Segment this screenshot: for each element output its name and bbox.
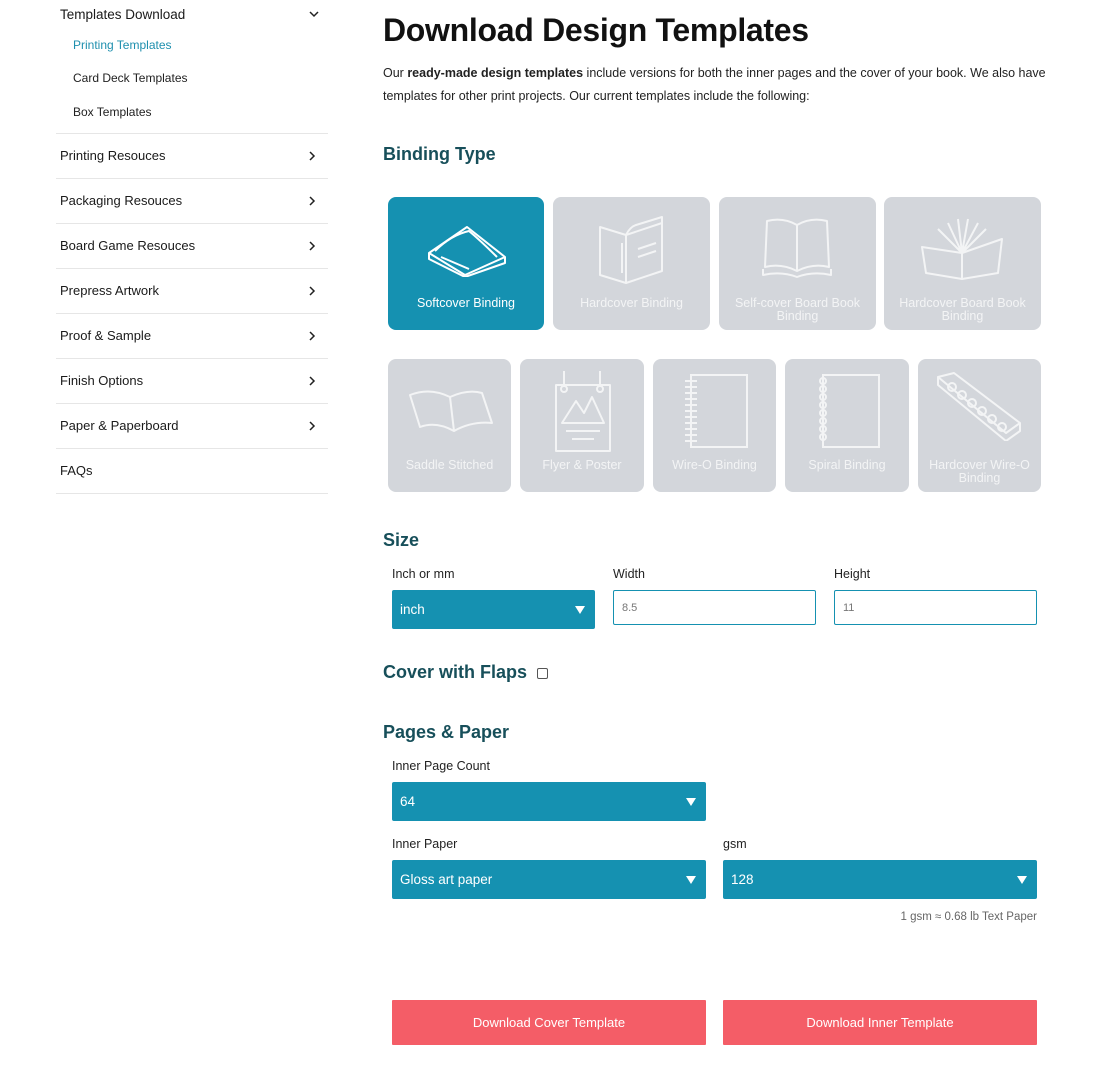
chevron-right-icon bbox=[306, 285, 318, 297]
sidebar-subitem-printing-templates[interactable]: Printing Templates bbox=[73, 37, 172, 52]
width-input[interactable] bbox=[613, 590, 816, 625]
width-input-value: 8.5 bbox=[622, 601, 638, 614]
saddle-stitched-icon bbox=[406, 385, 494, 435]
sidebar-item-faqs[interactable] bbox=[56, 449, 328, 494]
binding-card-label: Hardcover Board Book Binding bbox=[899, 296, 1026, 323]
download-cover-template-button[interactable]: Download Cover Template bbox=[392, 1000, 706, 1045]
caret-down-icon bbox=[1017, 876, 1027, 884]
binding-card-saddle-stitched[interactable] bbox=[388, 359, 511, 492]
wire-o-notebook-icon bbox=[677, 373, 753, 451]
width-label: Width bbox=[613, 567, 645, 581]
intro-part2: include versions for both the inner pages and the cover of your book. We also have templates for other print projects. Our current templates include the following: bbox=[383, 66, 1046, 103]
unit-select[interactable] bbox=[392, 590, 595, 629]
binding-card-hardcover-board-book[interactable] bbox=[884, 197, 1041, 330]
caret-down-icon bbox=[575, 606, 585, 614]
cover-flaps-checkbox[interactable] bbox=[537, 668, 548, 679]
binding-card-hardcover-wire-o[interactable] bbox=[918, 359, 1041, 492]
page-count-label: Inner Page Count bbox=[392, 759, 490, 773]
poster-icon bbox=[554, 369, 612, 453]
download-inner-template-button[interactable]: Download Inner Template bbox=[723, 1000, 1037, 1045]
binding-card-self-cover-board-book[interactable] bbox=[719, 197, 876, 330]
gsm-conversion-note: 1 gsm ≈ 0.68 lb Text Paper bbox=[900, 911, 1037, 923]
sidebar-item-label: Packaging Resouces bbox=[60, 193, 183, 208]
hardcover-wire-o-icon bbox=[934, 371, 1026, 441]
page-count-value: 64 bbox=[400, 794, 416, 809]
sidebar-item-packaging-resouces[interactable] bbox=[56, 179, 328, 224]
intro-bold: ready-made design templates bbox=[407, 66, 584, 80]
binding-card-flyer-poster[interactable] bbox=[520, 359, 644, 492]
open-board-book-icon bbox=[759, 213, 835, 279]
sidebar-item-printing-resouces[interactable] bbox=[56, 134, 328, 179]
intro-text bbox=[383, 62, 1053, 108]
gsm-value: 128 bbox=[731, 872, 754, 887]
sidebar-item-paper-paperboard[interactable] bbox=[56, 404, 328, 449]
softcover-book-icon bbox=[421, 217, 511, 277]
chevron-right-icon bbox=[306, 195, 318, 207]
binding-card-label: Saddle Stitched bbox=[405, 458, 494, 472]
page-count-select[interactable] bbox=[392, 782, 706, 821]
inner-paper-select[interactable] bbox=[392, 860, 706, 899]
chevron-down-icon bbox=[308, 8, 320, 20]
inner-paper-value: Gloss art paper bbox=[400, 872, 493, 887]
sidebar-item-label: FAQs bbox=[60, 463, 93, 478]
height-input-value: 11 bbox=[843, 601, 855, 614]
pages-paper-heading: Pages & Paper bbox=[383, 722, 510, 742]
sidebar-item-label: Finish Options bbox=[60, 373, 144, 388]
sidebar-item-proof-sample[interactable] bbox=[56, 314, 328, 359]
binding-type-heading: Binding Type bbox=[383, 144, 496, 164]
sidebar-subitem-card-deck-templates[interactable]: Card Deck Templates bbox=[73, 71, 188, 86]
fanned-board-book-icon bbox=[918, 215, 1006, 281]
hardcover-book-icon bbox=[596, 213, 668, 285]
chevron-right-icon bbox=[306, 420, 318, 432]
sidebar-item-label: Printing Resouces bbox=[60, 148, 166, 163]
caret-down-icon bbox=[686, 798, 696, 806]
sidebar-group-templates-download bbox=[56, 0, 328, 134]
caret-down-icon bbox=[686, 876, 696, 884]
unit-label: Inch or mm bbox=[392, 567, 455, 581]
sidebar-item-label: Proof & Sample bbox=[60, 328, 152, 343]
height-label: Height bbox=[834, 567, 871, 581]
inner-paper-label: Inner Paper bbox=[392, 837, 458, 851]
spiral-notebook-icon bbox=[809, 373, 885, 451]
page-title: Download Design Templates bbox=[383, 12, 809, 48]
sidebar-item-prepress-artwork[interactable] bbox=[56, 269, 328, 314]
gsm-select[interactable] bbox=[723, 860, 1037, 899]
binding-card-label: Softcover Binding bbox=[417, 296, 515, 310]
sidebar-item-board-game-resouces[interactable] bbox=[56, 224, 328, 269]
size-heading: Size bbox=[383, 530, 420, 550]
chevron-right-icon bbox=[306, 240, 318, 252]
sidebar-item-templates-download[interactable] bbox=[56, 0, 328, 28]
sidebar-item-finish-options[interactable] bbox=[56, 359, 328, 404]
binding-card-label: Hardcover Wire-O Binding bbox=[929, 458, 1030, 485]
binding-card-label: Wire-O Binding bbox=[672, 458, 757, 472]
sidebar-item-label: Paper & Paperboard bbox=[60, 418, 179, 433]
binding-card-hardcover[interactable] bbox=[553, 197, 710, 330]
binding-card-softcover[interactable] bbox=[388, 197, 544, 330]
sidebar-item-label: Prepress Artwork bbox=[60, 283, 159, 298]
sidebar-item-label: Board Game Resouces bbox=[60, 238, 196, 253]
binding-card-spiral[interactable] bbox=[785, 359, 909, 492]
gsm-label: gsm bbox=[723, 837, 747, 851]
height-input[interactable] bbox=[834, 590, 1037, 625]
unit-select-value: inch bbox=[400, 602, 425, 617]
sidebar bbox=[56, 0, 328, 494]
chevron-right-icon bbox=[306, 330, 318, 342]
binding-card-label: Flyer & Poster bbox=[542, 458, 622, 472]
binding-card-label: Spiral Binding bbox=[808, 458, 886, 472]
binding-card-wire-o[interactable] bbox=[653, 359, 776, 492]
cover-flaps-heading: Cover with Flaps bbox=[383, 662, 528, 682]
sidebar-subitem-box-templates[interactable]: Box Templates bbox=[73, 104, 152, 119]
sidebar-item-label: Templates Download bbox=[60, 6, 186, 22]
intro-part1: Our bbox=[383, 66, 408, 80]
chevron-right-icon bbox=[306, 150, 318, 162]
binding-card-label: Hardcover Binding bbox=[580, 296, 683, 310]
binding-card-label: Self-cover Board Book Binding bbox=[734, 296, 861, 323]
chevron-right-icon bbox=[306, 375, 318, 387]
